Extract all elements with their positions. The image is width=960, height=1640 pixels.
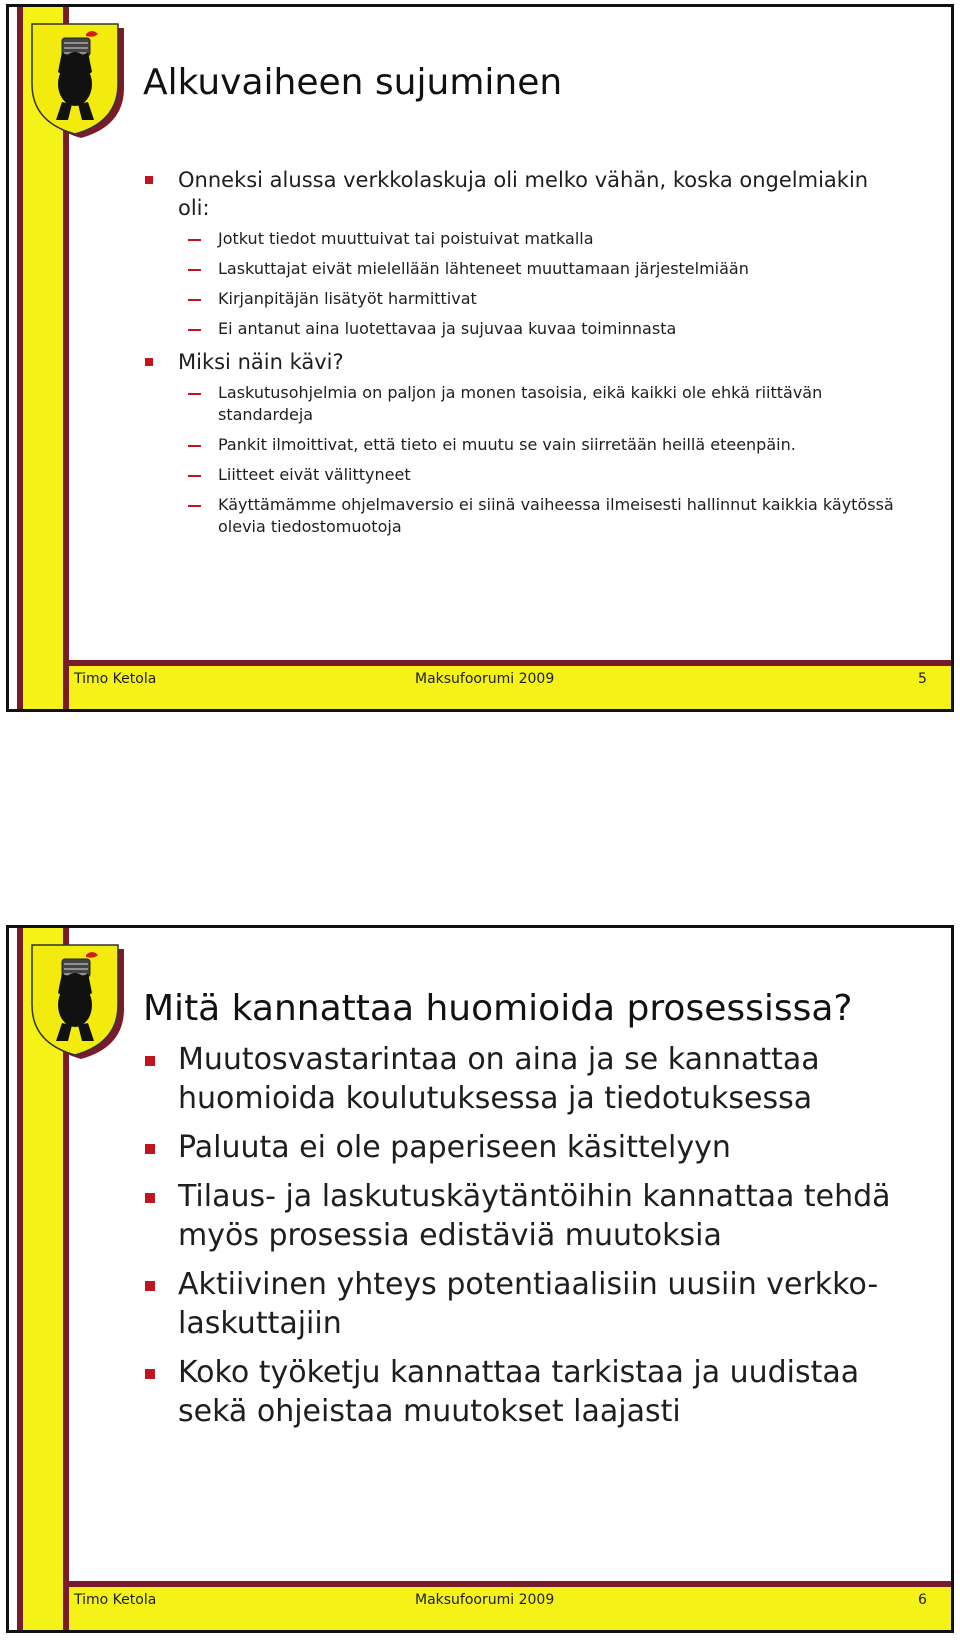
bullet-text: Onneksi alussa verkkolaskuja oli melko vähän, koska ongelmiakin oli: xyxy=(178,168,869,220)
bullet-square-icon xyxy=(145,358,153,366)
bullet-text: Aktiivinen yhteys potentiaalisiin uusiin verkko-laskuttajiin xyxy=(178,1267,879,1341)
list-item xyxy=(178,288,905,310)
list-item xyxy=(145,1040,905,1118)
bullet-text: Koko työketju kannattaa tarkistaa ja uudistaa sekä ohjeistaa muutokset laajasti xyxy=(178,1355,860,1429)
left-white-stripe xyxy=(9,7,17,709)
sub-bullet-text: Käyttämämme ohjelmaversio ei siinä vaiheessa ilmeisesti hallinnut kaikkia käytössä olevia tiedostomuotoja xyxy=(218,495,894,536)
list-item xyxy=(145,348,905,538)
footer-author: Timo Ketola xyxy=(74,1592,157,1608)
bullet-text: Paluuta ei ole paperiseen käsittelyyn xyxy=(178,1130,731,1165)
sub-bullet-text: Pankit ilmoittivat, että tieto ei muutu se vain siirretään heillä eteenpäin. xyxy=(218,435,796,454)
dash-bullet-icon xyxy=(188,239,201,241)
dash-bullet-icon xyxy=(188,299,201,301)
sub-bullet-text: Kirjanpitäjän lisätyöt harmittivat xyxy=(218,289,477,308)
list-item xyxy=(178,228,905,250)
footer-event: Maksufoorumi 2009 xyxy=(415,671,555,687)
sub-bullet-text: Laskutusohjelmia on paljon ja monen tasoisia, eikä kaikki ole ehkä riittävän standardeja xyxy=(218,383,823,424)
dash-bullet-icon xyxy=(188,329,201,331)
sub-bullet-text: Ei antanut aina luotettavaa ja sujuvaa kuvaa toiminnasta xyxy=(218,319,677,338)
bullet-text: Muutosvastarintaa on aina ja se kannattaa huomioida koulutuksessa ja tiedotuksessa xyxy=(178,1042,820,1116)
sub-bullet-text: Liitteet eivät välittyneet xyxy=(218,465,411,484)
list-item xyxy=(178,464,905,486)
sub-bullet-text: Laskuttajat eivät mielellään lähteneet muuttamaan järjestelmiään xyxy=(218,259,749,278)
dash-bullet-icon xyxy=(188,505,201,507)
list-item xyxy=(178,434,905,456)
slide-title: Mitä kannattaa huomioida prosessissa? xyxy=(143,988,853,1029)
coat-of-arms-bear-icon xyxy=(28,943,128,1061)
dash-bullet-icon xyxy=(188,475,201,477)
list-item xyxy=(178,494,905,538)
bullet-list xyxy=(145,166,905,546)
list-item xyxy=(145,1353,905,1431)
bullet-square-icon xyxy=(145,1056,155,1066)
list-item xyxy=(178,318,905,340)
bullet-square-icon xyxy=(145,1281,155,1291)
bullet-square-icon xyxy=(145,1193,155,1203)
bullet-list xyxy=(145,1040,905,1441)
left-white-stripe xyxy=(9,928,17,1630)
bullet-text: Miksi näin kävi? xyxy=(178,350,344,374)
bullet-text: Tilaus- ja laskutuskäytäntöihin kannattaa tehdä myös prosessia edistäviä muutoksia xyxy=(178,1179,891,1253)
list-item xyxy=(145,1128,905,1167)
footer-page-number: 5 xyxy=(918,671,927,687)
footer-author: Timo Ketola xyxy=(74,671,157,687)
sub-bullet-list xyxy=(178,228,905,340)
list-item xyxy=(145,1265,905,1343)
sub-bullet-list xyxy=(178,382,905,538)
coat-of-arms-bear-icon xyxy=(28,22,128,140)
footer-page-number: 6 xyxy=(918,1592,927,1608)
sub-bullet-text: Jotkut tiedot muuttuivat tai poistuivat matkalla xyxy=(218,229,594,248)
bullet-square-icon xyxy=(145,1144,155,1154)
list-item xyxy=(145,1177,905,1255)
dash-bullet-icon xyxy=(188,393,201,395)
dash-bullet-icon xyxy=(188,269,201,271)
slide-title: Alkuvaiheen sujuminen xyxy=(143,62,563,103)
bullet-square-icon xyxy=(145,1369,155,1379)
list-item xyxy=(178,258,905,280)
footer-event: Maksufoorumi 2009 xyxy=(415,1592,555,1608)
list-item xyxy=(145,166,905,340)
bullet-square-icon xyxy=(145,176,153,184)
list-item xyxy=(178,382,905,426)
dash-bullet-icon xyxy=(188,445,201,447)
